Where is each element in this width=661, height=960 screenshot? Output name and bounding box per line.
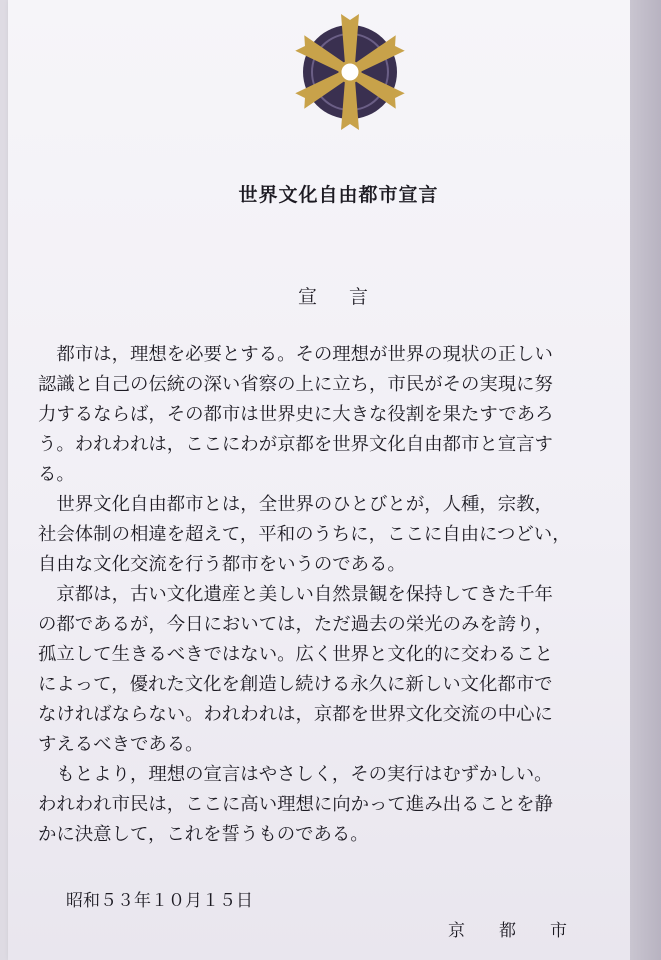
proclamation-sheet [8,0,630,960]
proclamation-body [38,340,638,850]
paragraph-3 [38,580,638,760]
proclamation-date: 昭和５３年１０月１５日 [66,891,253,911]
text-line: う。われわれは，ここにわが京都を世界文化自由都市と宣言す [38,434,553,455]
text-line: 自由な文化交流を行う都市をいうのである。 [38,554,406,575]
text-line: かに決意して，これを誓うものである。 [38,824,369,845]
text-line: 京都は，古い文化遺産と美しい自然景観を保持してきた千年 [38,584,553,605]
section-heading: 宣言 [298,286,401,308]
text-line: 都市は，理想を必要とする。その理想が世界の現状の正しい [38,344,553,365]
emblem-center [340,62,360,82]
text-line: 力するならば，その都市は世界史に大きな役割を果たすであろ [38,404,554,425]
text-line: 認識と自己の伝統の深い省察の上に立ち，市民がその実現に努 [38,374,553,395]
document-title: 世界文化自由都市宣言 [238,184,439,206]
paragraph-4 [38,760,638,850]
text-line: 孤立して生きるべきではない。広く世界と文化的に交わること [38,644,553,665]
signatory-name: 京都市 [448,921,601,941]
text-line: の都であるが，今日においては，ただ過去の栄光のみを誇り， [38,614,553,635]
paragraph-1 [38,340,638,490]
text-line: もとより，理想の宣言はやさしく，その実行はむずかしい。 [38,764,553,785]
text-line: 世界文化自由都市とは，全世界のひとびとが，人種，宗教， [38,494,553,515]
kyoto-city-emblem [290,12,410,132]
text-line: われわれ市民は，ここに高い理想に向かって進み出ることを静 [38,794,553,815]
text-line: なければならない。われわれは，京都を世界文化交流の中心に [38,704,553,725]
paragraph-2 [38,490,638,580]
text-line: すえるべきである。 [38,734,204,755]
text-line: る。 [38,464,75,485]
text-line: によって，優れた文化を創造し続ける永久に新しい文化都市で [38,674,553,695]
text-line: 社会体制の相違を超えて，平和のうちに，ここに自由につどい， [38,524,571,545]
background-edge [630,0,661,960]
